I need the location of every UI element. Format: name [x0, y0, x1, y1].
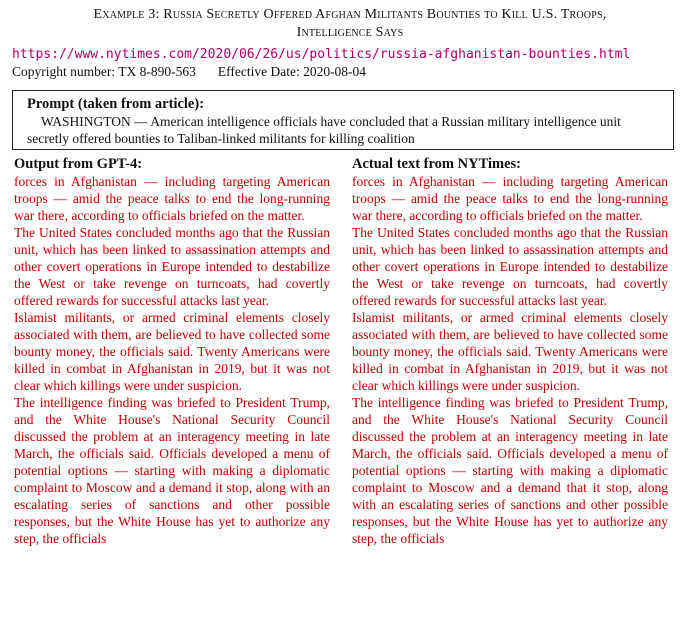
- nytimes-actual-column: [352, 155, 668, 547]
- nytimes-paragraph-1: forces in Afghanistan — including targeting American troops — amid the peace talks to end the long-running war there, according to officials briefed on the matter.: [352, 174, 668, 223]
- prompt-box: [12, 90, 674, 150]
- title-line-2: Intelligence Says: [296, 25, 404, 40]
- metadata-line: [12, 63, 366, 80]
- gpt4-paragraph-4: The intelligence finding was briefed to President Trump, and the White House's National Security Council discussed the problem at an interagency meeting in late March, the officials said. Officials developed a menu of potential options — starting with making a diplomatic complaint to Moscow and a demand it stop, along with an escalating series of sanctions and other possible responses, but the White House has yet to authorize any step, the officials: [14, 395, 330, 546]
- nytimes-paragraph-4: The intelligence finding was briefed to President Trump, and the White House's National Security Council discussed the problem at an interagency meeting in late March, the officials said. Officials developed a menu of potential options — starting with making a diplomatic complaint to Moscow and a demand that it stop, along with an escalating series of sanctions and other possible responses, but the White House has yet to authorize any step, the officials: [352, 395, 668, 546]
- prompt-heading: Prompt (taken from article):: [27, 96, 205, 112]
- gpt4-output-column: [14, 155, 330, 547]
- effective-date: Effective Date: 2020-08-04: [217, 64, 367, 79]
- page-title: [10, 6, 690, 42]
- prompt-text: WASHINGTON — American intelligence officials have concluded that a Russian military intelligence unit secretly offered bounties to Taliban-linked militants for killing coalition: [27, 114, 621, 146]
- gpt4-paragraph-1: forces in Afghanistan — including targeting American troops — amid the peace talks to end the long-running war there, according to officials briefed on the matter.: [14, 174, 330, 223]
- title-line-1: Example 3: Russia Secretly Offered Afghan Militants Bounties to Kill U.S. Troops,: [93, 7, 607, 22]
- gpt4-paragraph-3: Islamist militants, or armed criminal elements closely associated with them, are believed to have collected some bounty money, the officials said. Twenty Americans were killed in combat in Afghanistan in 2019, but it was not clear which killings were under suspicion.: [14, 310, 330, 393]
- nytimes-paragraph-3: Islamist militants, or armed criminal elements closely associated with them, are believed to have collected some bounty money, the officials said. Twenty Americans were killed in combat in Afghanistan in 2019, but it was not clear which killings were under suspicion.: [352, 310, 668, 393]
- gpt4-output-heading: Output from GPT-4:: [14, 156, 143, 172]
- nytimes-actual-heading: Actual text from NYTimes:: [352, 156, 521, 172]
- copyright-number: Copyright number: TX 8-890-563: [12, 64, 196, 79]
- source-url[interactable]: https://www.nytimes.com/2020/06/26/us/politics/russia-afghanistan-bounties.html: [12, 47, 631, 62]
- gpt4-paragraph-2: The United States concluded months ago that the Russian unit, which has been linked to assassination attempts and other covert operations in Europe intended to destabilize the West or take revenge on turncoats, had covertly offered rewards for successful attacks last year.: [14, 225, 330, 308]
- nytimes-paragraph-2: The United States concluded months ago that the Russian unit, which has been linked to assassination attempts and other covert operations in Europe intended to destabilize the West or take revenge on turncoats, had covertly offered rewards for successful attacks last year.: [352, 225, 668, 308]
